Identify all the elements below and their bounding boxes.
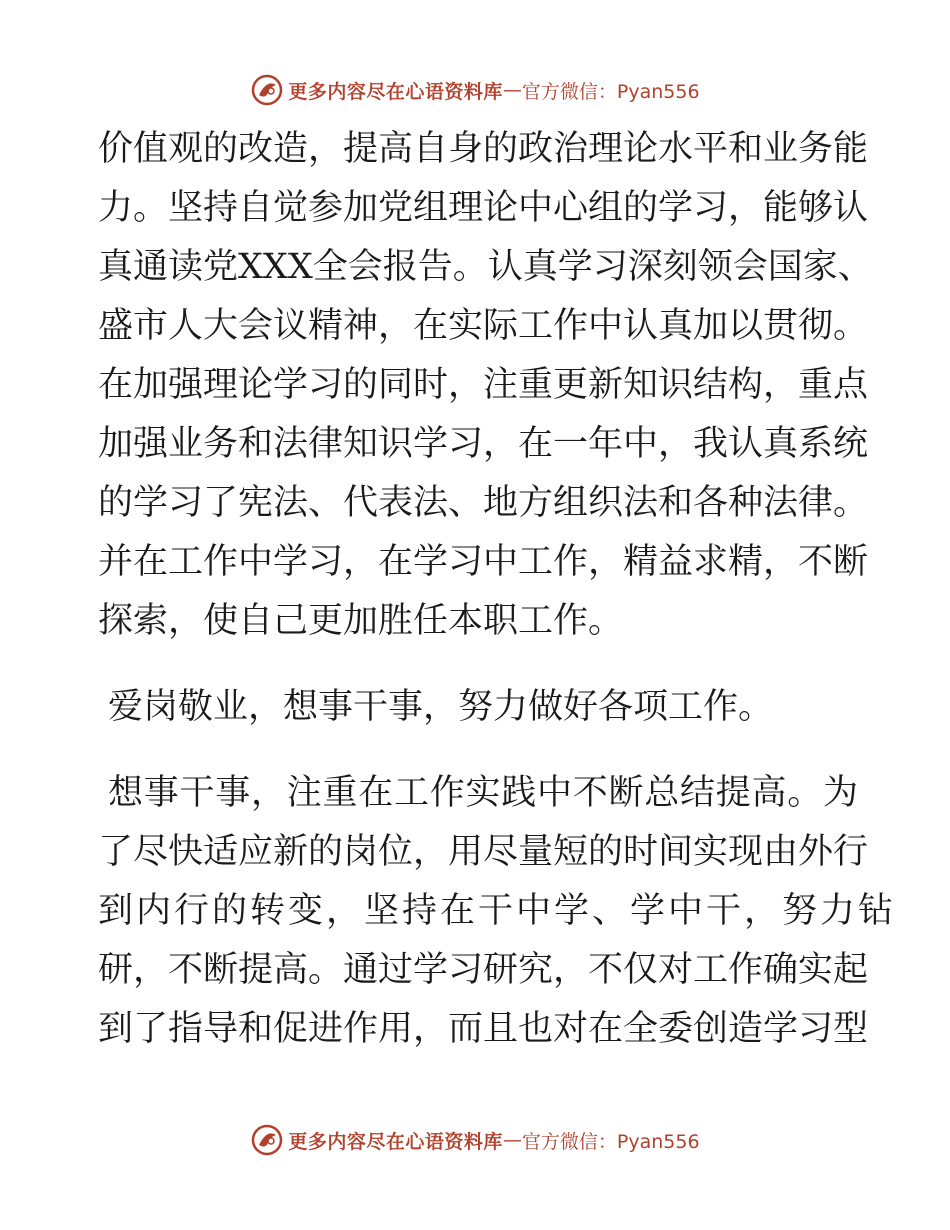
header-banner (0, 70, 950, 110)
footer-banner (0, 1120, 950, 1160)
brand-logo-icon (250, 1123, 284, 1157)
text-line: 到了指导和促进作用，而且也对在全委创造学习型 (98, 1009, 869, 1049)
document-body (98, 120, 897, 1059)
banner-title: 更多内容尽在心语资料库 (288, 1130, 503, 1153)
banner-contact: 官方微信：Pyan556 (521, 1130, 700, 1153)
paragraph-1 (98, 120, 873, 651)
text-line: 并在工作中学习，在学习中工作，精益求精，不断 (98, 542, 869, 582)
banner-separator: — (502, 79, 522, 101)
text-line: 了尽快适应新的岗位，用尽量短的时间实现由外行 (98, 832, 869, 872)
text-line: 盛市人大会议精神，在实际工作中认真加以贯彻。 (98, 306, 869, 346)
text-line: 真通读党XXX全会报告。认真学习深刻领会国家、 (98, 247, 873, 287)
text-line: 在加强理论学习的同时，注重更新知识结构，重点 (98, 365, 869, 405)
text-line: 探索，使自己更加胜任本职工作。 (98, 601, 624, 641)
text-line: 想事干事，注重在工作实践中不断总结提高。为 (108, 773, 858, 813)
text-line: 力。坚持自觉参加党组理论中心组的学习，能够认 (98, 188, 869, 228)
text-line: 到内行的转变，坚持在干中学、学中干，努力钻 (98, 891, 897, 931)
text-line: 价值观的改造，提高自身的政治理论水平和业务能 (98, 129, 869, 169)
text-line: 的学习了宪法、代表法、地方组织法和各种法律。 (98, 483, 869, 523)
text-line: 加强业务和法律知识学习，在一年中，我认真系统 (98, 424, 869, 464)
brand-logo-icon (250, 73, 284, 107)
banner-separator: — (502, 1129, 522, 1151)
text-line: 研，不断提高。通过学习研究，不仅对工作确实起 (98, 950, 869, 990)
paragraph-2 (98, 764, 897, 1059)
banner-title: 更多内容尽在心语资料库 (288, 80, 503, 103)
banner-contact: 官方微信：Pyan556 (521, 80, 700, 103)
section-heading: 爱岗敬业，想事干事，努力做好各项工作。 (108, 687, 774, 727)
